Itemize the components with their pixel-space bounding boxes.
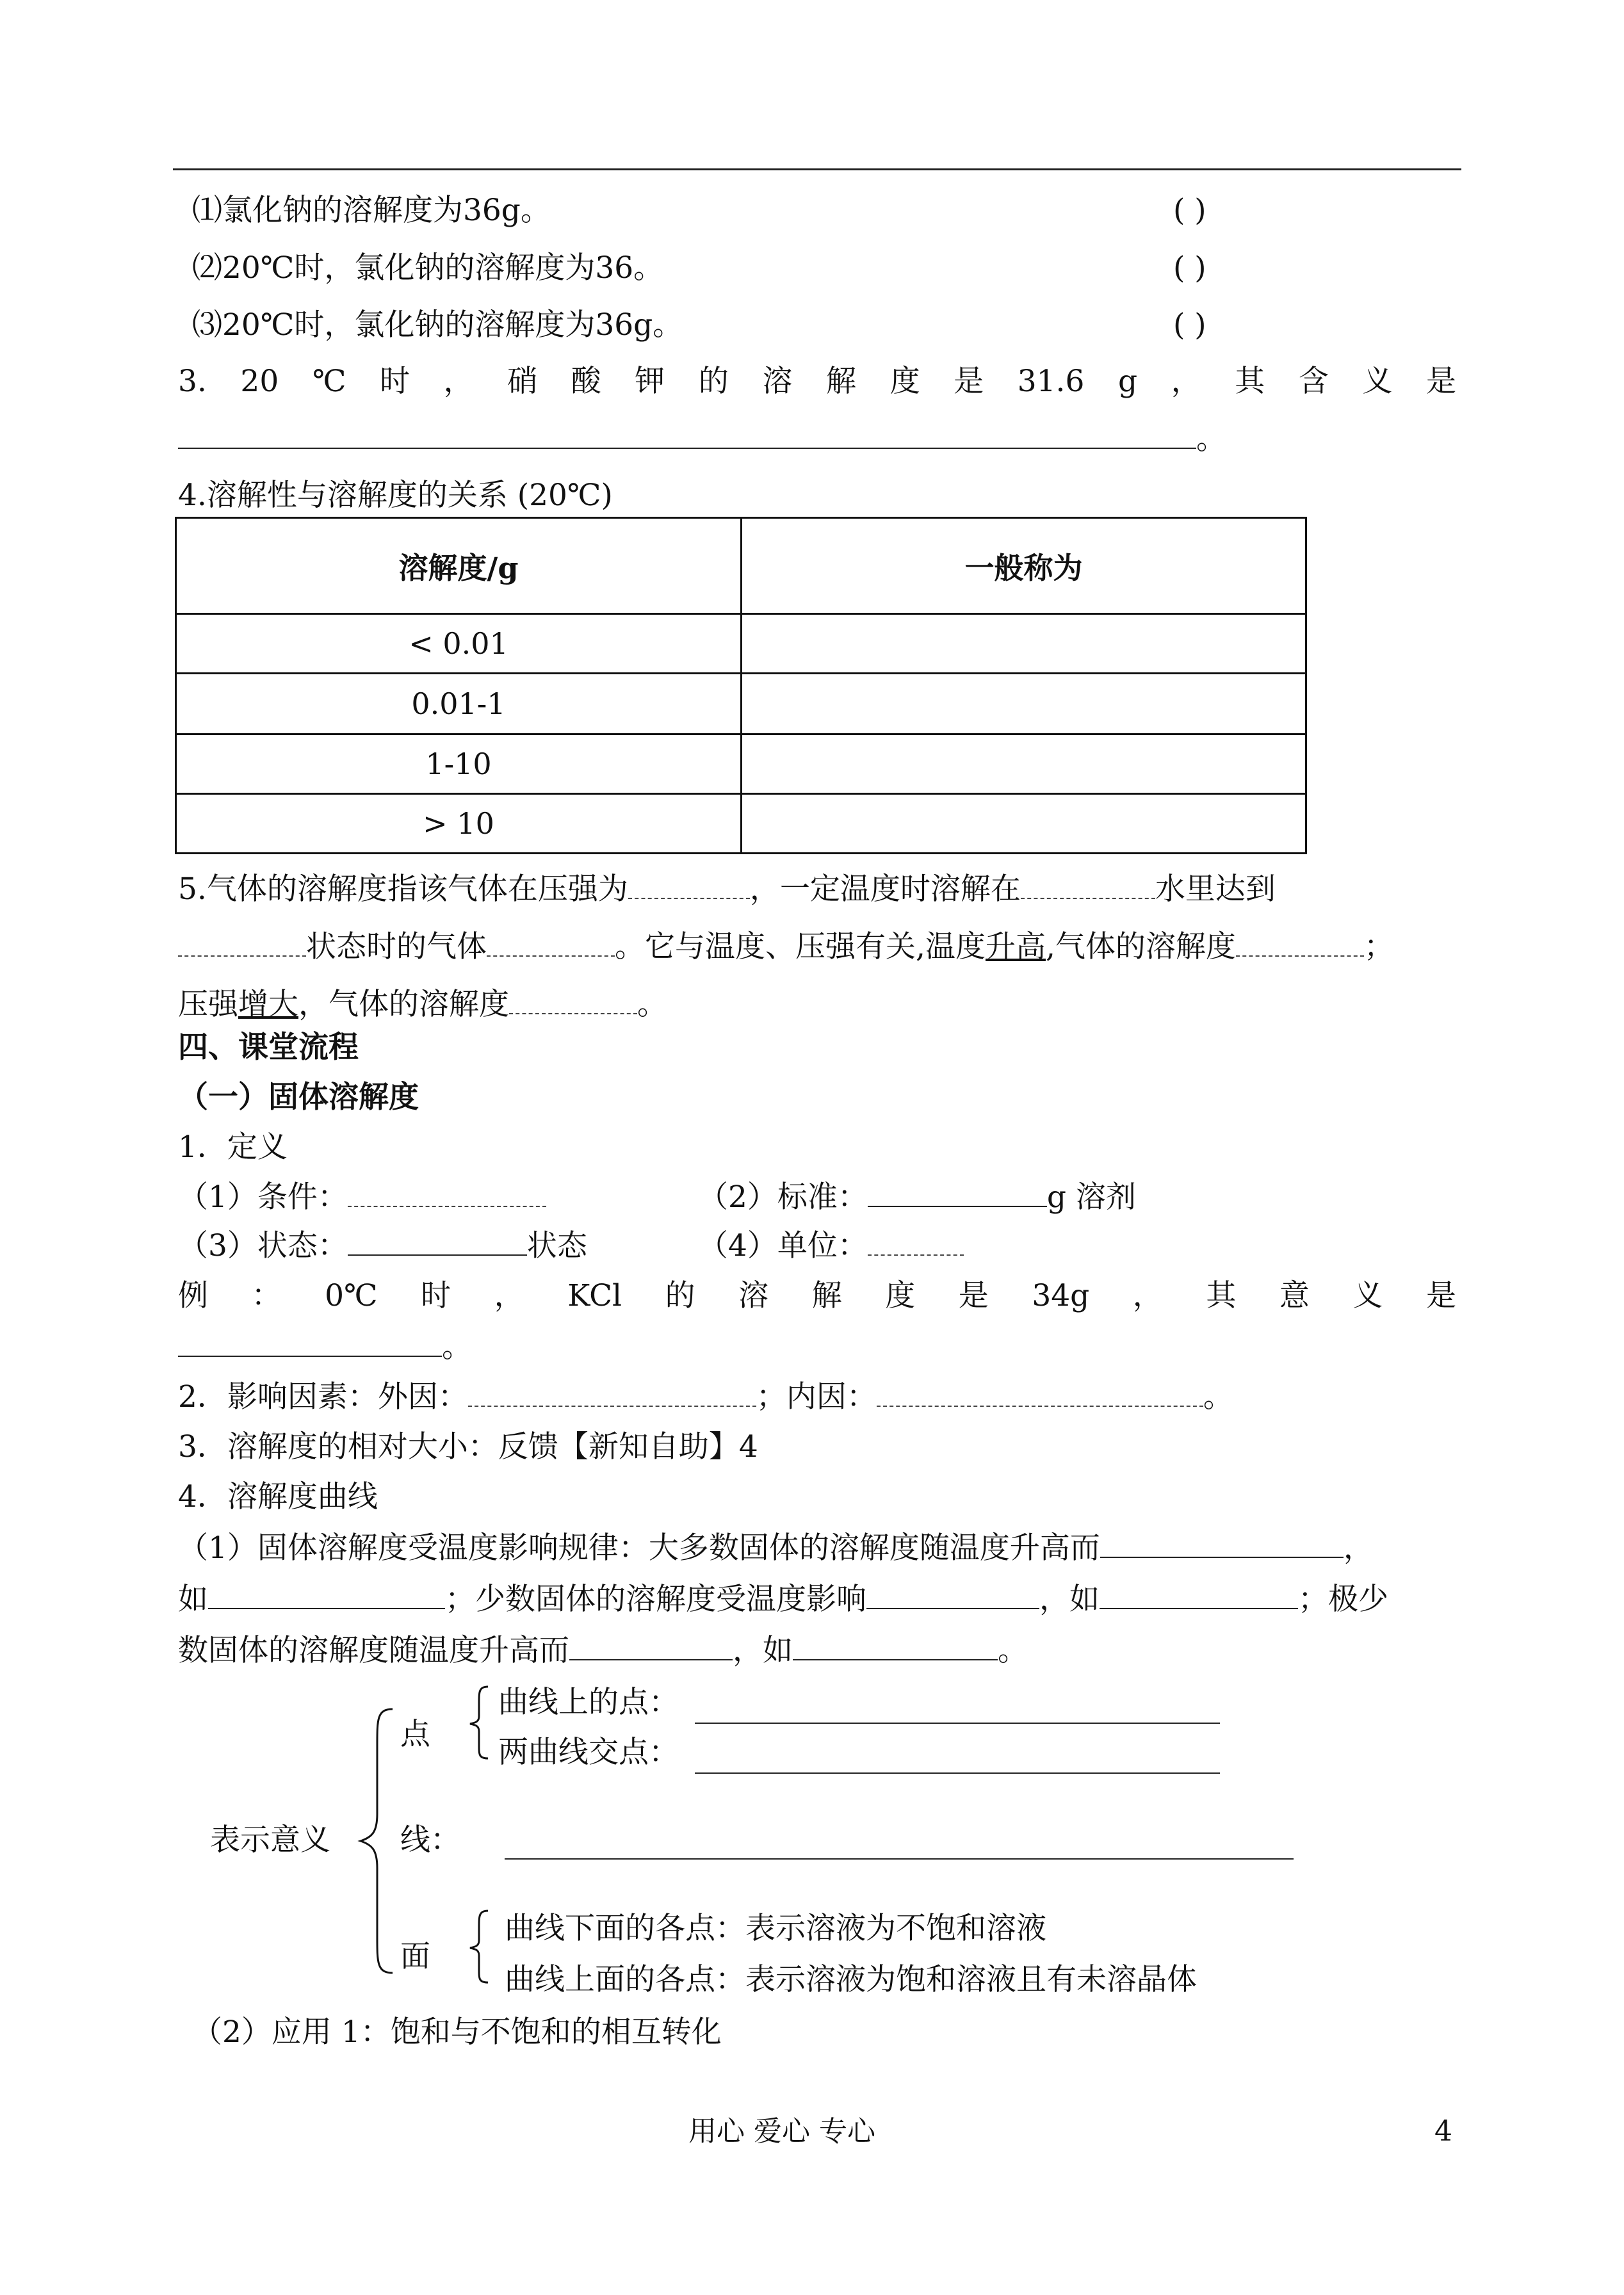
- point-label: 点: [400, 1717, 430, 1752]
- justified-token: 解: [811, 1278, 842, 1313]
- big-brace-icon: [355, 1707, 400, 1975]
- meaning-root-label: 表示意义: [210, 1822, 330, 1858]
- rule-line-2: 如 ；少数固体的溶解度受温度影响 ，如 ；极少: [178, 1582, 1388, 1617]
- justified-token: 溶: [762, 364, 793, 399]
- point-brace-icon: [466, 1684, 492, 1761]
- justified-token: 义: [1362, 364, 1393, 399]
- question-3: [178, 364, 1456, 399]
- answer-paren-1: ( ): [1173, 193, 1206, 228]
- justified-token: 是: [954, 364, 984, 399]
- relative-size-line: 3．溶解度的相对大小：反馈【新知自助】4: [178, 1429, 758, 1464]
- footer-slogan: 用心 爱心 专心: [688, 2115, 875, 2148]
- question-5-line-2: 状态时的气体 。它与温度、压强有关,温度升高,气体的溶解度 ；: [178, 932, 1394, 962]
- face-brace-icon: [466, 1908, 492, 1985]
- section-4-title: 四、课堂流程: [178, 1030, 359, 1065]
- justified-token: 例: [178, 1278, 208, 1313]
- justified-token: 硝: [507, 364, 538, 399]
- justified-token: 意: [1279, 1278, 1310, 1313]
- page-number: 4: [1434, 2115, 1452, 2148]
- header-rule: [173, 168, 1461, 170]
- justified-token: 钾: [635, 364, 665, 399]
- justified-token: ，: [1132, 1278, 1163, 1313]
- justified-token: 的: [665, 1278, 695, 1313]
- table-row: 1-10: [176, 734, 742, 794]
- justified-token: 其: [1206, 1278, 1237, 1313]
- table-row: 0.01-1: [176, 674, 742, 734]
- rule-line-1: （1）固体溶解度受温度影响规律：大多数固体的溶解度随温度升高而 ，: [178, 1530, 1374, 1566]
- justified-token: ：: [251, 1278, 282, 1313]
- point-on-curve: 曲线上的点：: [498, 1685, 679, 1720]
- justified-token: 的: [698, 364, 729, 399]
- justified-token: 时: [421, 1278, 451, 1313]
- justified-token: g: [1117, 364, 1138, 399]
- justified-token: 其: [1235, 364, 1265, 399]
- point-on-curve-blank: [695, 1723, 1220, 1724]
- table-answer-cell: [742, 674, 1306, 734]
- subsection-solid-solubility: （一）固体溶解度: [178, 1080, 419, 1115]
- justified-token: 溶: [738, 1278, 769, 1313]
- solubility-table: [175, 517, 1307, 854]
- justified-token: 度: [889, 364, 920, 399]
- justified-token: ，: [494, 1278, 524, 1313]
- condition-line: （1）条件：: [178, 1182, 546, 1212]
- judge-item-3: ⑶20℃时，氯化钠的溶解度为36g。: [192, 307, 683, 343]
- above-curve-points: 曲线上面的各点：表示溶液为饱和溶液且有未溶晶体: [505, 1962, 1197, 1997]
- justified-token: 是: [1425, 364, 1456, 399]
- intersection-point-blank: [695, 1772, 1220, 1774]
- justified-token: ，: [443, 364, 474, 399]
- application-1: （2）应用 1：饱和与不饱和的相互转化: [192, 2015, 722, 2050]
- question-4-title: 4.溶解性与溶解度的关系 (20℃): [178, 478, 613, 513]
- rule-line-3: 数固体的溶解度随温度升高而 ，如 。: [178, 1633, 1028, 1668]
- answer-paren-2: ( ): [1173, 250, 1206, 286]
- justified-token: 20: [240, 364, 279, 399]
- table-answer-cell: [742, 734, 1306, 794]
- question-3-answer-line: 。: [178, 424, 1226, 454]
- justified-token: KCl: [567, 1278, 622, 1313]
- line-label: 线：: [400, 1822, 460, 1858]
- judge-item-2: ⑵20℃时，氯化钠的溶解度为36。: [192, 250, 664, 286]
- justified-token: 是: [1425, 1278, 1456, 1313]
- justified-token: 义: [1352, 1278, 1383, 1313]
- justified-token: 是: [958, 1278, 989, 1313]
- unit-line: （4）单位：: [698, 1231, 964, 1261]
- table-row: < 0.01: [176, 614, 742, 674]
- face-label: 面: [400, 1939, 430, 1974]
- intersection-point: 两曲线交点：: [498, 1735, 679, 1770]
- standard-line: （2）标准： g 溶剂: [698, 1180, 1136, 1215]
- table-answer-cell: [742, 614, 1306, 674]
- below-curve-points: 曲线下面的各点：表示溶液为不饱和溶液: [505, 1911, 1046, 1946]
- justified-token: 31.6: [1017, 364, 1085, 399]
- judge-item-1: ⑴氯化钠的溶解度为36g。: [192, 193, 551, 228]
- state-line: （3）状态： 状态: [178, 1228, 587, 1263]
- justified-token: 含: [1298, 364, 1329, 399]
- line-meaning-blank: [505, 1858, 1294, 1860]
- justified-token: 3.: [178, 364, 207, 399]
- example-line: [178, 1278, 1456, 1313]
- definition-heading: 1．定义: [178, 1130, 288, 1165]
- justified-token: 解: [826, 364, 857, 399]
- example-answer-line: 。: [178, 1332, 472, 1362]
- justified-token: 34g: [1032, 1278, 1090, 1313]
- factors-line: 2．影响因素：外因： ；内因： 。: [178, 1379, 1233, 1415]
- table-answer-cell: [742, 794, 1306, 854]
- question-5-line-1: 5.气体的溶解度指该气体在压强为 ，一定温度时溶解在 水里达到: [178, 872, 1276, 907]
- justified-token: ，: [1171, 364, 1201, 399]
- table-header-solubility: 溶解度/g: [176, 518, 742, 614]
- question-5-line-3: 压强增大，气体的溶解度 。: [178, 987, 667, 1022]
- curve-heading: 4．溶解度曲线: [178, 1479, 378, 1514]
- table-row: > 10: [176, 794, 742, 854]
- answer-paren-3: ( ): [1173, 307, 1206, 343]
- justified-token: 0℃: [325, 1278, 378, 1313]
- justified-token: 度: [885, 1278, 916, 1313]
- table-header-category: 一般称为: [742, 518, 1306, 614]
- justified-token: 时: [379, 364, 410, 399]
- justified-token: ℃: [312, 364, 346, 399]
- justified-token: 酸: [571, 364, 601, 399]
